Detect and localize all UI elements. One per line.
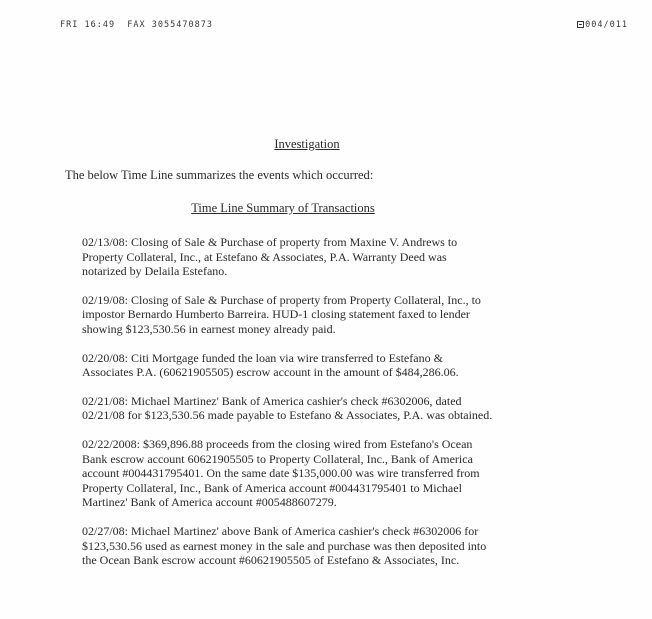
fax-header: [60, 20, 628, 34]
section-title: Investigation: [274, 137, 340, 151]
timeline-entry: 02/20/08: Citi Mortgage funded the loan via wire transferred to Estefano & Associates P.A. (60621905505) escrow account in the amount of $484,286.06.: [82, 350, 459, 380]
timeline-entry: 02/22/2008: $369,896.88 proceeds from the closing wired from Estefano's Ocean Bank escrow account 60621905505 to Property Collateral, Inc., Bank of America account #004431795401. On the same date $135,000.00 was wire transferred from Property Collateral, Inc., Bank of America account #004431795401 to Michael Martinez' Bank of America account #005488607279.: [82, 436, 480, 510]
intro-paragraph: The below Time Line summarizes the events which occurred:: [65, 168, 374, 182]
fax-page-icon: [577, 21, 584, 28]
timeline-title: Time Line Summary of Transactions: [191, 201, 375, 215]
fax-page-number: 004/011: [585, 20, 628, 30]
fax-page-counter: [577, 20, 628, 30]
timeline-entries: [82, 235, 582, 582]
timeline-entry: 02/13/08: Closing of Sale & Purchase of property from Maxine V. Andrews to Property Collateral, Inc., at Estefano & Associates, P.A. Warranty Deed was notarized by Delaila Estefano.: [82, 235, 458, 279]
timeline-entry: 02/27/08: Michael Martinez' above Bank of America cashier's check #6302006 for $123,530.56 used as earnest money in the sale and purchase was then deposited into the Ocean Bank escrow account #60621905505 of Estefano & Associates, Inc.: [82, 523, 487, 568]
fax-transmission-info: FRI 16:49 FAX 3055470873: [60, 20, 213, 30]
timeline-entry: 02/21/08: Michael Martinez' Bank of America cashier's check #6302006, dated 02/21/08 for $123,530.56 made payable to Estefano & Associates, P.A. was obtained.: [82, 393, 493, 423]
timeline-entry: 02/19/08: Closing of Sale & Purchase of property from Property Collateral, Inc., to impostor Bernardo Humberto Barreira. HUD-1 closing statement faxed to lender showing $123,530.56 in earnest money already paid.: [82, 292, 481, 336]
